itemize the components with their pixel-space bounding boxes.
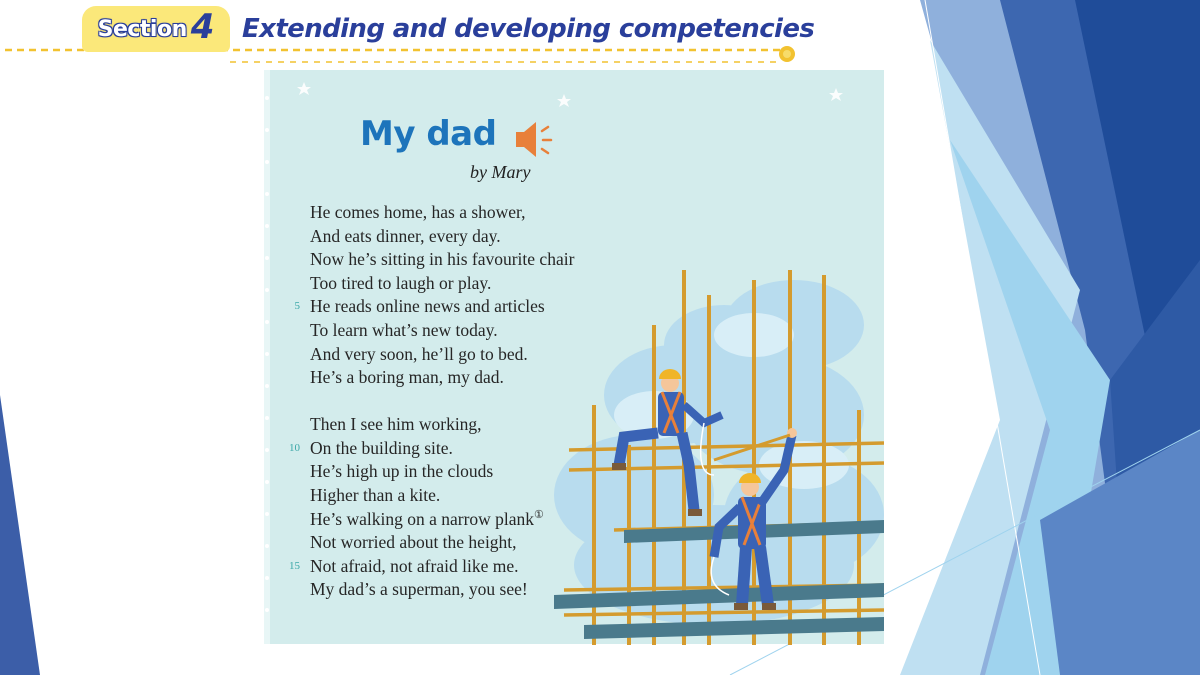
poem-line: And eats dinner, every day. <box>310 225 501 246</box>
footnote-marker: ① <box>534 509 544 522</box>
line-number: 10 <box>289 441 300 454</box>
poem-line: Higher than a kite. <box>310 484 441 505</box>
poem-line: To learn what’s new today. <box>310 319 498 340</box>
section-title: Extending and developing competencies <box>242 14 815 44</box>
poem-line: He’s walking on a narrow plank① <box>310 509 544 530</box>
poem-line: And very soon, he’ll go to bed. <box>310 343 528 364</box>
poem-line: He’s a boring man, my dad. <box>310 367 504 388</box>
poem-line: Now he’s sitting in his favourite chair <box>310 249 575 270</box>
poem-author: by Mary <box>470 162 531 182</box>
speaker-icon[interactable] <box>514 120 558 160</box>
section-badge <box>82 6 230 52</box>
section-number: 4 <box>190 7 215 47</box>
line-number: 5 <box>294 300 300 313</box>
poem-line: My dad’s a superman, you see! <box>310 579 528 600</box>
poem-line: He’s high up in the clouds <box>310 461 494 482</box>
poem-line: 15 Not afraid, not afraid like me. <box>310 556 544 580</box>
poem-line: Too tired to laugh or play. <box>310 272 492 293</box>
section-word: Section <box>97 16 187 42</box>
poem-line: 5 He reads online news and articles <box>310 296 574 320</box>
poem-line: Not worried about the height, <box>310 531 517 552</box>
scaffold-workers-illustration <box>554 265 884 645</box>
poem-line: He comes home, has a shower, <box>310 202 526 222</box>
stanza-2 <box>289 414 544 603</box>
poem-line: Then I see him working, <box>310 414 482 434</box>
poem-title: My dad <box>360 114 497 154</box>
stanza-1 <box>294 202 575 391</box>
poem-page <box>264 70 884 644</box>
line-number: 15 <box>289 559 300 572</box>
poem-line: 10 On the building site. <box>310 438 544 462</box>
